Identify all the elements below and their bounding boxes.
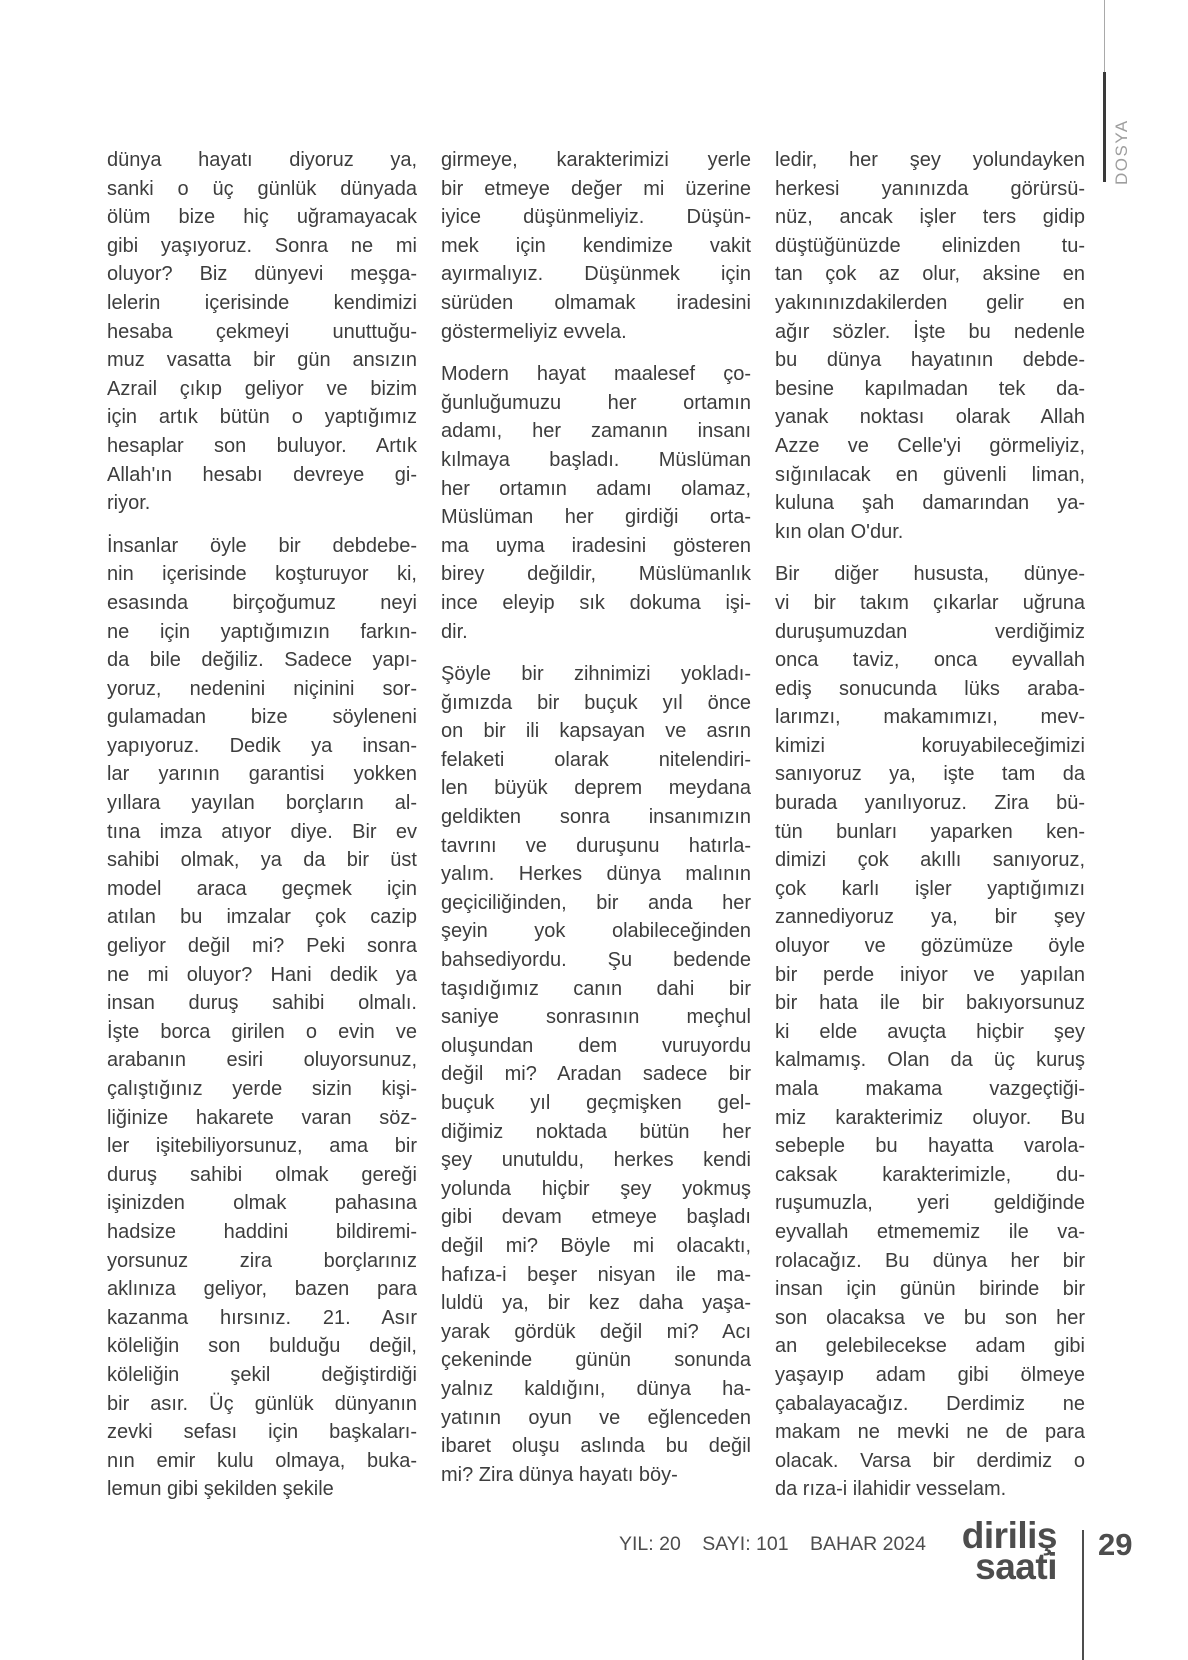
text-line: ağır sözler. İşte bu nedenle xyxy=(775,320,1085,343)
text-line: ledir, her şey yolundayken xyxy=(775,149,1085,171)
magazine-logo xyxy=(857,1515,1057,1587)
text-line: hafıza-i beşer nisyan ile ma- xyxy=(441,1263,751,1286)
text-line: yalnız kaldığını, dünya ha- xyxy=(441,1377,751,1400)
text-line: da rıza-i ilahidir vesselam. xyxy=(775,1478,1007,1501)
text-line: makam ne mevki ne de para xyxy=(775,1421,1085,1444)
text-line: nın emir kulu olmaya, buka- xyxy=(107,1449,417,1472)
paragraph xyxy=(107,146,417,518)
text-line: hadsize haddini bildiremi- xyxy=(107,1220,417,1243)
text-line: Allah'ın hesabı devreye gi- xyxy=(107,463,417,486)
text-line: şey unutuldu, herkes kendi xyxy=(441,1149,751,1172)
article-column-3 xyxy=(775,146,1085,1504)
article-column-2 xyxy=(441,146,751,1504)
text-line: besine kapılmadan tek da- xyxy=(775,377,1085,400)
text-line: ayırmalıyız. Düşünmek için xyxy=(441,263,751,286)
text-line: köleliğin son bulduğu değil, xyxy=(107,1335,417,1358)
text-line: köleliğin şekil değiştirdiği xyxy=(107,1363,417,1386)
text-line: göstermeliyiz evvela. xyxy=(441,320,627,343)
text-line: ğımızda bir buçuk yıl önce xyxy=(441,691,751,714)
text-line: sürüden olmamak iradesini xyxy=(441,291,751,314)
text-line: hesaplar son buluyor. Artık xyxy=(107,434,417,457)
text-line: Azze ve Celle'yi görmeliyiz, xyxy=(775,434,1085,457)
text-line: mek için kendimize vakit xyxy=(441,234,751,257)
text-line: düştüğünüzde elinizden tu- xyxy=(775,234,1085,257)
text-line: sanki o üç günlük dünyada xyxy=(107,177,417,200)
text-line: yoruz, nedenini niçinini sor- xyxy=(107,677,417,700)
text-line: yalım. Herkes dünya malının xyxy=(441,863,751,886)
text-line: ruşumuzla, yeri geldiğinde xyxy=(775,1192,1085,1215)
text-line: iyice düşünmeliyiz. Düşün- xyxy=(441,206,751,229)
text-line: zevki sefası için başkaları- xyxy=(107,1421,417,1444)
text-line: yorsunuz zira borçlarınız xyxy=(107,1249,417,1272)
text-line: len büyük deprem meydana xyxy=(441,777,751,800)
text-line: caksak karakterimizle, du- xyxy=(775,1163,1085,1186)
magazine-logo-line1: diriliş xyxy=(961,1515,1057,1556)
text-line: çalıştığınız yerde sizin kişi- xyxy=(107,1078,417,1100)
text-line: Şöyle bir zihnimizi yokladı- xyxy=(441,663,751,686)
text-line: Müslüman her girdiği orta- xyxy=(441,506,751,529)
text-line: duruş sahibi olmak gereği xyxy=(107,1163,417,1186)
text-line: liğinize hakarete varan söz- xyxy=(107,1106,417,1129)
text-line: muz vasatta bir gün ansızın xyxy=(107,349,417,372)
text-line: gibi devam etmeye başladı xyxy=(441,1206,751,1229)
text-line: buçuk yıl geçmişken gel- xyxy=(441,1092,751,1114)
text-line: oluşundan dem vuruyordu xyxy=(441,1034,751,1057)
text-line: değil mi? Aradan sadece bir xyxy=(441,1063,751,1086)
text-line: larımzı, makamımızı, mev- xyxy=(775,706,1085,729)
footer-issue-number: SAYI: 101 xyxy=(702,1533,789,1555)
text-line: yakınınızdakilerden gelir en xyxy=(775,291,1085,314)
text-line: geldikten sonra insanımızın xyxy=(441,806,751,829)
text-line: onca taviz, onca eyvallah xyxy=(775,649,1085,672)
section-label: DOSYA xyxy=(1112,119,1131,185)
text-line: dir. xyxy=(441,620,468,643)
text-line: lemun gibi şekilden şekile xyxy=(107,1478,334,1501)
text-line: eyvallah etmememiz ile va- xyxy=(775,1220,1085,1243)
text-line: şeyin yok olabileceğinden xyxy=(441,920,751,943)
text-line: gibi yaşıyoruz. Sonra ne mi xyxy=(107,234,417,257)
text-line: herkesi yanınızda görürsü- xyxy=(775,177,1085,200)
text-line: dünya hayatı diyoruz ya, xyxy=(107,149,417,171)
text-line: arabanın esiri oluyorsunuz, xyxy=(107,1049,417,1072)
text-line: nüz, ancak işler ters gidip xyxy=(775,206,1085,229)
text-line: yaşayıp adam gibi ölmeye xyxy=(775,1363,1085,1386)
text-line: atılan bu imzalar çok cazip xyxy=(107,906,417,929)
text-line: oluyor ve gözümüze öyle xyxy=(775,935,1085,958)
article-column-1 xyxy=(107,146,417,1504)
text-line: luldü ya, bir kez daha yaşa- xyxy=(441,1292,751,1315)
text-line: kimizi koruyabileceğimizi xyxy=(775,734,1085,757)
text-line: bir asır. Üç günlük dünyanın xyxy=(107,1392,417,1415)
text-line: birey değildir, Müslümanlık xyxy=(441,563,751,586)
text-line: model araca geçmek için xyxy=(107,877,417,900)
text-line: insan duruş sahibi olmalı. xyxy=(107,992,417,1015)
text-line: yatının oyun ve eğlenceden xyxy=(441,1406,751,1429)
text-line: sahibi olmak, ya da bir üst xyxy=(107,849,417,872)
text-line: için artık bütün o yaptığımız xyxy=(107,406,417,429)
footer-season: BAHAR 2024 xyxy=(810,1533,926,1555)
text-line: lar yarının garantisi yokken xyxy=(107,763,417,786)
text-line: ediş sonucunda lüks araba- xyxy=(775,677,1085,700)
text-line: esasında birçoğumuz neyi xyxy=(107,591,417,614)
text-line: insan için günün birinde bir xyxy=(775,1278,1085,1301)
text-line: dimizi çok akıllı sanıyoruz, xyxy=(775,849,1085,872)
text-line: lelerin içerisinde kendimizi xyxy=(107,291,417,314)
text-line: burada yanılıyoruz. Zira bü- xyxy=(775,792,1085,815)
text-line: mala makama vazgeçtiği- xyxy=(775,1078,1085,1100)
text-line: felaketi olarak nitelendiri- xyxy=(441,748,751,771)
text-line: işinizden olmak pahasına xyxy=(107,1192,417,1215)
text-line: zannediyoruz ya, bir şey xyxy=(775,906,1085,929)
text-line: saniye sonrasının meçhul xyxy=(441,1006,751,1029)
text-line: İşte borca girilen o evin ve xyxy=(107,1020,417,1043)
text-line: sebeple bu hayatta varola- xyxy=(775,1135,1085,1158)
text-line: an gelebilecekse adam gibi xyxy=(775,1335,1085,1358)
text-line: geçiciliğinden, bir anda her xyxy=(441,891,751,914)
text-line: miz karakterimiz oluyor. Bu xyxy=(775,1106,1085,1129)
page-number: 29 xyxy=(1098,1527,1133,1562)
text-line: aklınıza geliyor, bazen para xyxy=(107,1278,417,1301)
paragraph xyxy=(775,560,1085,1504)
text-line: ki elde avuçta hiçbir şey xyxy=(775,1020,1085,1043)
text-line: tan çok az olur, aksine en xyxy=(775,263,1085,286)
text-line: yolunda hiçbir şey yokmuş xyxy=(441,1177,751,1200)
text-line: yıllara yayılan borçların al- xyxy=(107,792,417,815)
magazine-logo-line2: saati xyxy=(975,1546,1057,1587)
text-line: bir etmeye değer mi üzerine xyxy=(441,177,751,200)
text-line: girmeye, karakterimizi yerle xyxy=(441,149,751,171)
text-line: riyor. xyxy=(107,492,151,515)
text-line: Modern hayat maalesef ço- xyxy=(441,363,751,386)
section-rule-thick xyxy=(1103,72,1106,182)
text-line: diğimiz noktada bütün her xyxy=(441,1120,751,1143)
text-line: duruşumuzdan verdiğimiz xyxy=(775,620,1085,643)
text-line: yapıyoruz. Dedik ya insan- xyxy=(107,734,417,757)
text-line: ölüm bize hiç uğramayacak xyxy=(107,206,417,229)
paragraph xyxy=(441,660,751,1489)
text-line: yanak noktası olarak Allah xyxy=(775,406,1085,429)
text-line: on bir ili kapsayan ve asrın xyxy=(441,720,751,743)
text-line: tün bunları yaparken ken- xyxy=(775,820,1085,843)
article-body xyxy=(107,146,1085,1504)
paragraph xyxy=(775,146,1085,546)
text-line: çok karlı işler yaptığımızı xyxy=(775,877,1085,900)
text-line: ğunluğumuzu her ortamın xyxy=(441,391,751,414)
text-line: bir perde iniyor ve yapılan xyxy=(775,963,1085,986)
text-line: adamı, her zamanın insanı xyxy=(441,420,751,443)
text-line: ne mi oluyor? Hani dedik ya xyxy=(107,963,417,986)
text-line: rolacağız. Bu dünya her bir xyxy=(775,1249,1085,1272)
text-line: bu dünya hayatının debde- xyxy=(775,349,1085,372)
text-line: değil mi? Böyle mi olacaktı, xyxy=(441,1234,751,1257)
text-line: sanıyoruz ya, işte tam da xyxy=(775,763,1085,786)
text-line: tına imza atıyor diye. Bir ev xyxy=(107,820,417,843)
text-line: da bile değiliz. Sadece yapı- xyxy=(107,649,417,672)
text-line: son olacaksa ve bu son her xyxy=(775,1306,1085,1329)
paragraph xyxy=(441,146,751,346)
text-line: sığınılacak en güvenli liman, xyxy=(775,463,1085,486)
text-line: kuluna şah damarından ya- xyxy=(775,492,1085,515)
text-line: her ortamın adamı olamaz, xyxy=(441,477,751,500)
text-line: kın olan O'dur. xyxy=(775,520,904,543)
text-line: gulamadan bize söyleneni xyxy=(107,706,417,729)
text-line: bahsediyordu. Şu bedende xyxy=(441,949,751,972)
section-rule-thin xyxy=(1104,0,1105,72)
paragraph xyxy=(441,360,751,646)
text-line: ince eleyip sık dokuma işi- xyxy=(441,591,751,614)
text-line: geliyor değil mi? Peki sonra xyxy=(107,935,417,958)
text-line: hesaba çekmeyi unuttuğu- xyxy=(107,320,417,343)
text-line: nin içerisinde koşturuyor ki, xyxy=(107,563,417,586)
footer-divider xyxy=(1082,1530,1084,1660)
text-line: Azrail çıkıp geliyor ve bizim xyxy=(107,377,417,400)
text-line: ibaret oluşu aslında bu değil xyxy=(441,1435,751,1458)
text-line: mi? Zira dünya hayatı böy- xyxy=(441,1463,678,1486)
text-line: çekeninde günün sonunda xyxy=(441,1349,751,1372)
text-line: ler işitebiliyorsunuz, ama bir xyxy=(107,1135,417,1158)
text-line: oluyor? Biz dünyevi meşga- xyxy=(107,263,417,286)
text-line: olacak. Varsa bir derdimiz o xyxy=(775,1449,1085,1472)
text-line: taşıdığımız canın dahi bir xyxy=(441,977,751,1000)
text-line: kazanma hırsınız. 21. Asır xyxy=(107,1306,417,1329)
text-line: Bir diğer hususta, dünye- xyxy=(775,563,1085,586)
text-line: İnsanlar öyle bir debdebe- xyxy=(107,534,417,557)
text-line: vi bir takım çıkarlar uğruna xyxy=(775,591,1085,614)
paragraph xyxy=(107,532,417,1504)
text-line: tavrını ve duruşunu hatırla- xyxy=(441,834,751,857)
text-line: ne için yaptığımızın farkın- xyxy=(107,620,417,643)
text-line: ma uyma iradesini gösteren xyxy=(441,534,751,557)
footer-year: YIL: 20 xyxy=(619,1533,681,1555)
text-line: bir hata ile bir bakıyorsunuz xyxy=(775,992,1085,1015)
text-line: çabalayacağız. Derdimiz ne xyxy=(775,1392,1085,1415)
text-line: kılmaya başladı. Müslüman xyxy=(441,448,751,471)
text-line: kalmamış. Olan da üç kuruş xyxy=(775,1049,1085,1072)
text-line: yarak gördük değil mi? Acı xyxy=(441,1320,751,1343)
